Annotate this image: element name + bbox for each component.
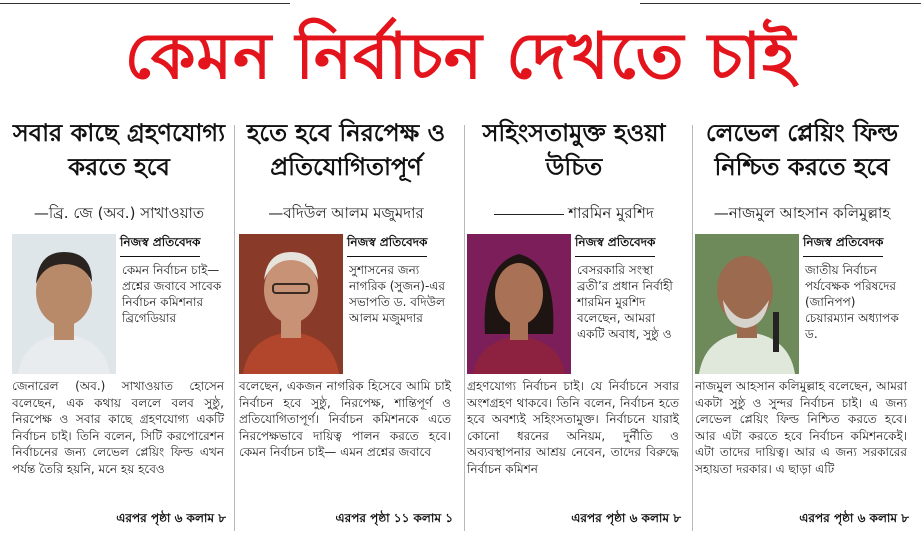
page-headline: কেমন নির্বাচন দেখতে চাই: [124, 20, 797, 94]
article-intro: বেসরকারি সংস্থা ব্রতী’র প্রধান নির্বাহী শারমিন মুরশিদ বলেছেন, আমরা একটি অবাধ, সুষ্ঠু ও: [577, 263, 673, 341]
photo-face: [495, 263, 543, 325]
article-byline: —নাজমুল আহসান কলিমুল্লাহ: [713, 204, 891, 222]
article-intro: কেমন নির্বাচন চাই— প্রশ্নের জবাবে সাবেক নির্বাচন কমিশনার ব্রিগেডিয়ার: [122, 263, 222, 325]
photo-microphone: [773, 312, 779, 352]
continued-link[interactable]: এরপর পৃষ্ঠা ৬ কলাম ৮: [567, 510, 681, 530]
portrait-photo: [467, 234, 571, 374]
portrait-photo: [12, 234, 116, 374]
top-rule: [0, 0, 921, 8]
continued-link[interactable]: এরপর পৃষ্ঠা ৬ কলাম ৮: [795, 510, 909, 530]
article-intro: সুশাসনের জন্য নাগরিক (সুজন)-এর সভাপতি ড. বদিউল আলম মজুমদার: [349, 263, 445, 325]
article-subhead: সহিংসতামুক্ত হওয়া উচিত: [482, 119, 666, 181]
continued-link[interactable]: এরপর পৃষ্ঠা ১১ কলাম ১: [332, 510, 453, 530]
reporter-label: নিজস্ব প্রতিবেদক: [120, 234, 200, 257]
article-body: গ্রহণযোগ্য নির্বাচন চাই। যে নির্বাচনে সবার অংশগ্রহণ থাকবে। তিনি বলেন, নির্বাচন হতে হবে অবশ্যই সহিংসতামুক্ত। নির্বাচনে যারাই কোনো ধরনের অনিয়ম, দুর্নীতি ও অব্যবস্থাপনার আশ্রয় নেবেন, তাদের বিরুদ্ধে নির্বাচন কমিশন: [467, 379, 679, 476]
article-byline: শারমিন মুরশিদ: [461, 202, 687, 227]
reporter-label: নিজস্ব প্রতিবেদক: [575, 234, 655, 257]
portrait-photo: [695, 234, 799, 374]
reporter-label: নিজস্ব প্রতিবেদক: [347, 234, 427, 257]
article-intro: জাতীয় নির্বাচন পর্যবেক্ষক পরিষদের (জানিপপ) চেয়ারম্যান অধ্যাপক ড.: [805, 263, 899, 341]
article-body: নাজমুল আহসান কলিমুল্লাহ বলেছেন, আমরা একটা সুষ্ঠু ও সুন্দর নির্বাচন চাই। এ জন্য লেভেল প্লেয়িং ফিল্ড নিশ্চিত করতে হবে। আর এটা করতে হবে নির্বাচন কমিশনকেই। এটা তাদের দায়িত্ব। আর এ জন্য সরকারের সহায়তা দরকার। এ ছাড়া এটি: [695, 379, 907, 476]
article-column-4: [689, 116, 915, 534]
article-body: বলেছেন, একজন নাগরিক হিসেবে আমি চাই নির্বাচন হবে সুষ্ঠু, নিরপেক্ষ, শান্তিপূর্ণ ও প্রতিযোগিতাপূর্ণ। নির্বাচন কমিশনকে এতে নিরপেক্ষভাবে দায়িত্ব পালন করতে হবে। কেমন নির্বাচন চাই— এমন প্রশ্নের জবাবে: [239, 379, 451, 459]
article-byline: —বদিউল আলম মজুমদার: [268, 204, 424, 222]
article-subhead: হতে হবে নিরপেক্ষ ও প্রতিযোগিতাপূর্ণ: [246, 119, 446, 181]
article-byline: —ব্রি. জে (অব.) সাখাওয়াত: [33, 204, 205, 222]
article-column-2: [233, 116, 459, 534]
portrait-photo: [239, 234, 343, 374]
article-subhead: লেভেল প্লেয়িং ফিল্ড নিশ্চিত করতে হবে: [705, 119, 899, 181]
article-column-1: [6, 116, 232, 534]
continued-link[interactable]: এরপর পৃষ্ঠা ৬ কলাম ৮: [112, 510, 226, 530]
article-subhead: সবার কাছে গ্রহণযোগ্য করতে হবে: [12, 119, 226, 181]
article-body: জেনারেল (অব.) সাখাওয়াত হোসেন বলেছেন, এক কথায় বললে বলব সুষ্ঠু, নিরপেক্ষ ও সবার কাছে গ্রহণযোগ্য একটি নির্বাচন চাই। তিনি বলেন, সিটি করপোরেশন নির্বাচনের জন্য লেভেল প্লেয়িং ফিল্ড এখন পর্যন্ত তৈরি হয়নি, মনে হয় হবেও: [12, 379, 224, 476]
article-column-3: [461, 116, 687, 534]
reporter-label: নিজস্ব প্রতিবেদক: [803, 234, 883, 257]
